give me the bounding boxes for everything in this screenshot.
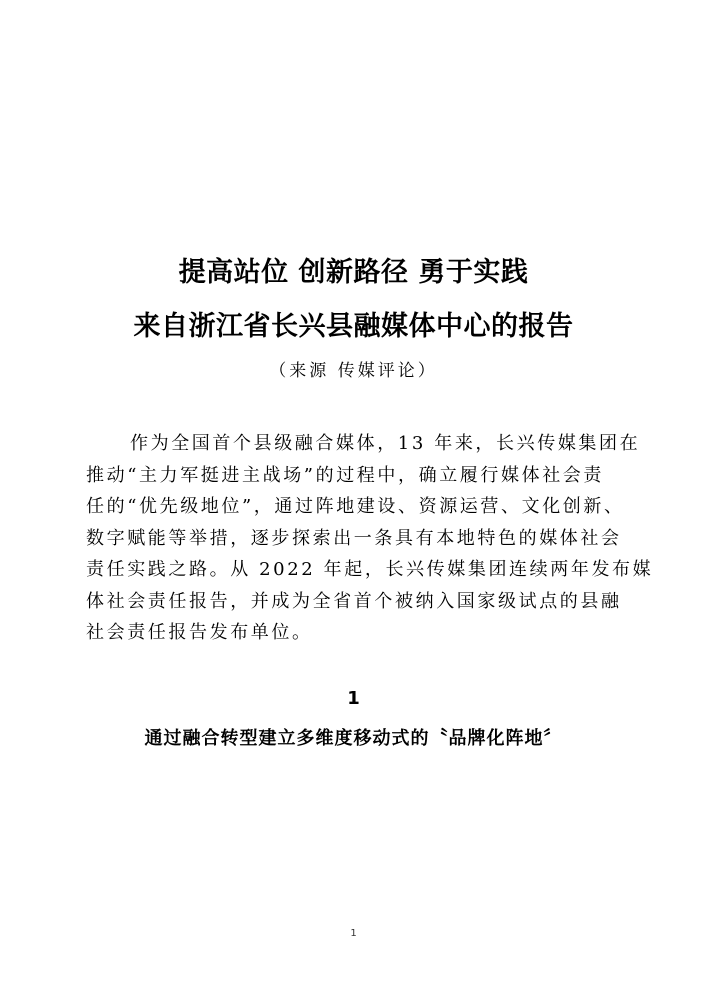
paragraph-line: 推动“主力军挺进主战场”的过程中，确立履行媒体社会责 <box>86 464 605 486</box>
section-number: 1 <box>347 688 360 709</box>
body-paragraph <box>86 428 654 649</box>
paragraph-line: 数字赋能等举措，逐步探索出一条具有本地特色的媒体社会 <box>86 527 622 549</box>
section-heading: 通过融合转型建立多维度移动式的〝品牌化阵地〞 <box>144 728 563 749</box>
source-attribution: （来源 传媒评论） <box>269 361 438 381</box>
document-title-line-2: 来自浙江省长兴县融媒体中心的报告 <box>133 311 574 342</box>
paragraph-line: 体社会责任报告，并成为全省首个被纳入国家级试点的县融 <box>86 590 622 612</box>
document-title-line-1: 提高站位 创新路径 勇于实践 <box>178 257 529 288</box>
page-number: 1 <box>350 928 357 939</box>
paragraph-line: 社会责任报告发布单位。 <box>86 622 313 643</box>
paragraph-line: 任的“优先级地位”，通过阵地建设、资源运营、文化创新、 <box>86 496 625 517</box>
paragraph-line: 作为全国首个县级融合媒体，13 年来，长兴传媒集团在 <box>130 433 641 454</box>
paragraph-line: 责任实践之路。从 2022 年起，长兴传媒集团连续两年发布媒 <box>86 559 654 580</box>
